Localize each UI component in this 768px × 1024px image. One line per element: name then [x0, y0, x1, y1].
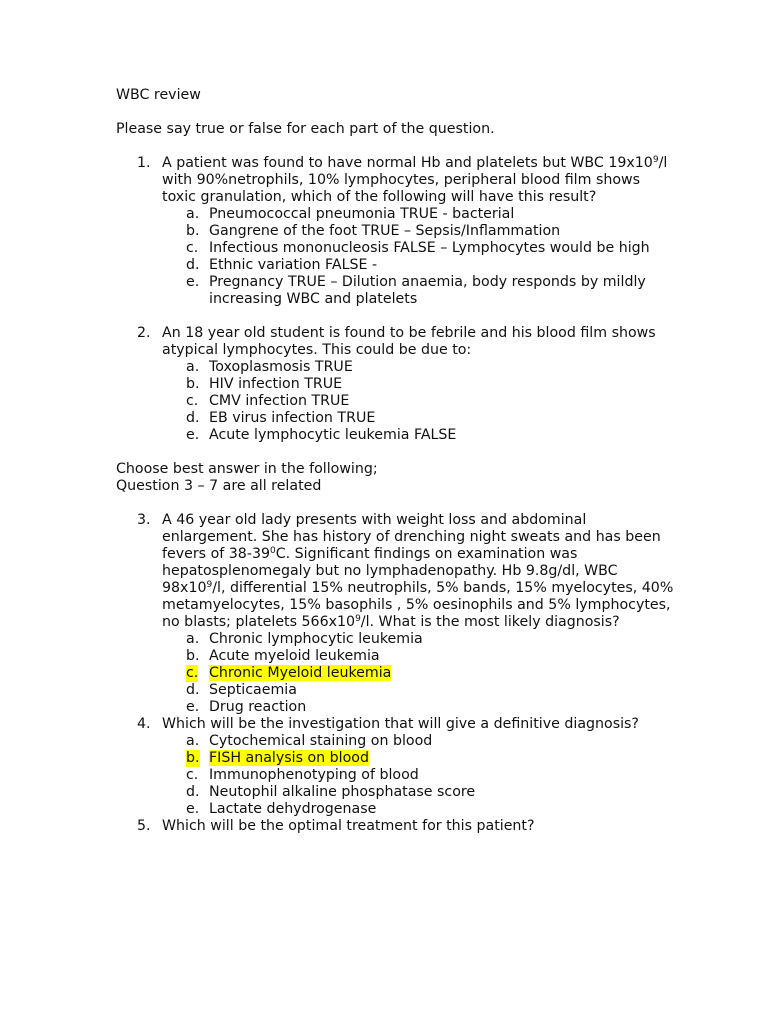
question-1	[116, 155, 676, 308]
question-text-part: /l with 90%netrophils, 10% lymphocytes, peripheral blood film shows toxic granulation, which of the following will have this result?	[162, 155, 668, 205]
superscript: 9	[206, 580, 213, 590]
option-b	[162, 648, 676, 665]
option-text: Lactate dehydrogenase	[209, 801, 377, 817]
question-text-part: /l. What is the most likely diagnosis?	[360, 614, 620, 630]
option-a	[162, 631, 676, 648]
option-letter: b.	[186, 376, 200, 392]
option-text: Infectious mononucleosis FALSE – Lymphocytes would be high	[209, 240, 650, 256]
question-text: An 18 year old student is found to be febrile and his blood film shows atypical lymphocytes. This could be due to:	[162, 325, 656, 358]
option-e	[162, 427, 676, 444]
question-text	[162, 155, 676, 206]
question-text: Which will be the optimal treatment for this patient?	[162, 818, 535, 834]
question-number: 4.	[137, 716, 151, 732]
option-d	[162, 784, 676, 801]
question-text-part: /l, differential 15% neutrophils, 5% bands, 15% myelocytes, 40% metamyelocytes, 15% basophils , 5% oesinophils and 5% lymphocytes, no blasts; platelets 566x10	[162, 580, 674, 630]
option-text: Ethnic variation FALSE -	[209, 257, 378, 273]
question-5	[116, 818, 676, 835]
question-text: Which will be the investigation that will give a definitive diagnosis?	[162, 716, 639, 732]
question-number: 1.	[137, 155, 151, 171]
option-text: Gangrene of the foot TRUE – Sepsis/Inflammation	[209, 223, 561, 239]
question-number: 5.	[137, 818, 151, 834]
options-list	[162, 359, 676, 444]
option-letter: a.	[186, 733, 200, 749]
option-text: FISH analysis on blood	[209, 750, 369, 766]
option-a	[162, 359, 676, 376]
question-2	[116, 325, 676, 444]
question-text-part: C. Significant findings on examination was hepatosplenomegaly but no lymphadenopathy. Hb 9.8g/dl, WBC 98x10	[162, 546, 618, 596]
option-text: Drug reaction	[209, 699, 307, 715]
option-text: Chronic lymphocytic leukemia	[209, 631, 423, 647]
question-3	[116, 512, 676, 716]
option-letter: d.	[186, 784, 200, 800]
option-letter: e.	[186, 801, 200, 817]
option-c	[162, 393, 676, 410]
instructions: Please say true or false for each part of the question.	[116, 121, 495, 137]
options-list	[162, 206, 676, 308]
superscript: 9	[355, 614, 361, 624]
option-c	[162, 240, 676, 257]
option-text: Pneumococcal pneumonia TRUE - bacterial	[209, 206, 515, 222]
document-page	[116, 87, 676, 835]
option-text: Pregnancy TRUE – Dilution anaemia, body responds by mildly increasing WBC and platelets	[209, 274, 646, 307]
option-e	[162, 699, 676, 716]
option-letter: e.	[186, 699, 200, 715]
option-letter: e.	[186, 427, 200, 443]
option-b	[162, 376, 676, 393]
question-text-part: A 46 year old lady presents with weight loss and abdominal enlargement. She has history of drenching night sweats and has been fevers of 38-39	[162, 512, 661, 562]
option-d	[162, 682, 676, 699]
option-b-highlighted	[162, 750, 676, 767]
option-text: Acute myeloid leukemia	[209, 648, 380, 664]
question-text-part: A patient was found to have normal Hb and platelets but WBC 19x10	[162, 155, 653, 171]
option-a	[162, 733, 676, 750]
option-letter: a.	[186, 359, 200, 375]
option-text: Cytochemical staining on blood	[209, 733, 433, 749]
option-text: EB virus infection TRUE	[209, 410, 376, 426]
option-letter: b.	[186, 750, 200, 766]
option-letter: d.	[186, 682, 200, 698]
document-title: WBC review	[116, 87, 201, 103]
option-letter: d.	[186, 410, 200, 426]
option-d	[162, 410, 676, 427]
options-list	[162, 631, 676, 716]
option-text: HIV infection TRUE	[209, 376, 343, 392]
question-number: 2.	[137, 325, 151, 341]
option-letter: d.	[186, 257, 200, 273]
option-letter: b.	[186, 223, 200, 239]
option-letter: b.	[186, 648, 200, 664]
question-number: 3.	[137, 512, 151, 528]
option-b	[162, 223, 676, 240]
option-text: Immunophenotyping of blood	[209, 767, 419, 783]
question-text	[162, 512, 676, 631]
option-text: Chronic Myeloid leukemia	[209, 665, 392, 681]
question-4	[116, 716, 676, 818]
section-note: Question 3 – 7 are all related	[116, 478, 322, 494]
option-text: Acute lymphocytic leukemia FALSE	[209, 427, 457, 443]
option-letter: c.	[186, 240, 199, 256]
section-heading: Choose best answer in the following;	[116, 461, 378, 477]
option-letter: a.	[186, 206, 200, 222]
option-letter: e.	[186, 274, 200, 290]
options-list	[162, 733, 676, 818]
option-letter: c.	[186, 393, 199, 409]
option-text: Toxoplasmosis TRUE	[209, 359, 353, 375]
option-text: Septicaemia	[209, 682, 297, 698]
option-letter: c.	[186, 665, 199, 681]
option-text: Neutophil alkaline phosphatase score	[209, 784, 476, 800]
option-c	[162, 767, 676, 784]
superscript: 9	[652, 155, 659, 165]
option-text: CMV infection TRUE	[209, 393, 350, 409]
option-c-highlighted	[162, 665, 676, 682]
option-e	[162, 801, 676, 818]
option-letter: c.	[186, 767, 199, 783]
option-e	[162, 274, 676, 308]
superscript: 0	[270, 546, 276, 556]
option-a	[162, 206, 676, 223]
option-d	[162, 257, 676, 274]
option-letter: a.	[186, 631, 200, 647]
